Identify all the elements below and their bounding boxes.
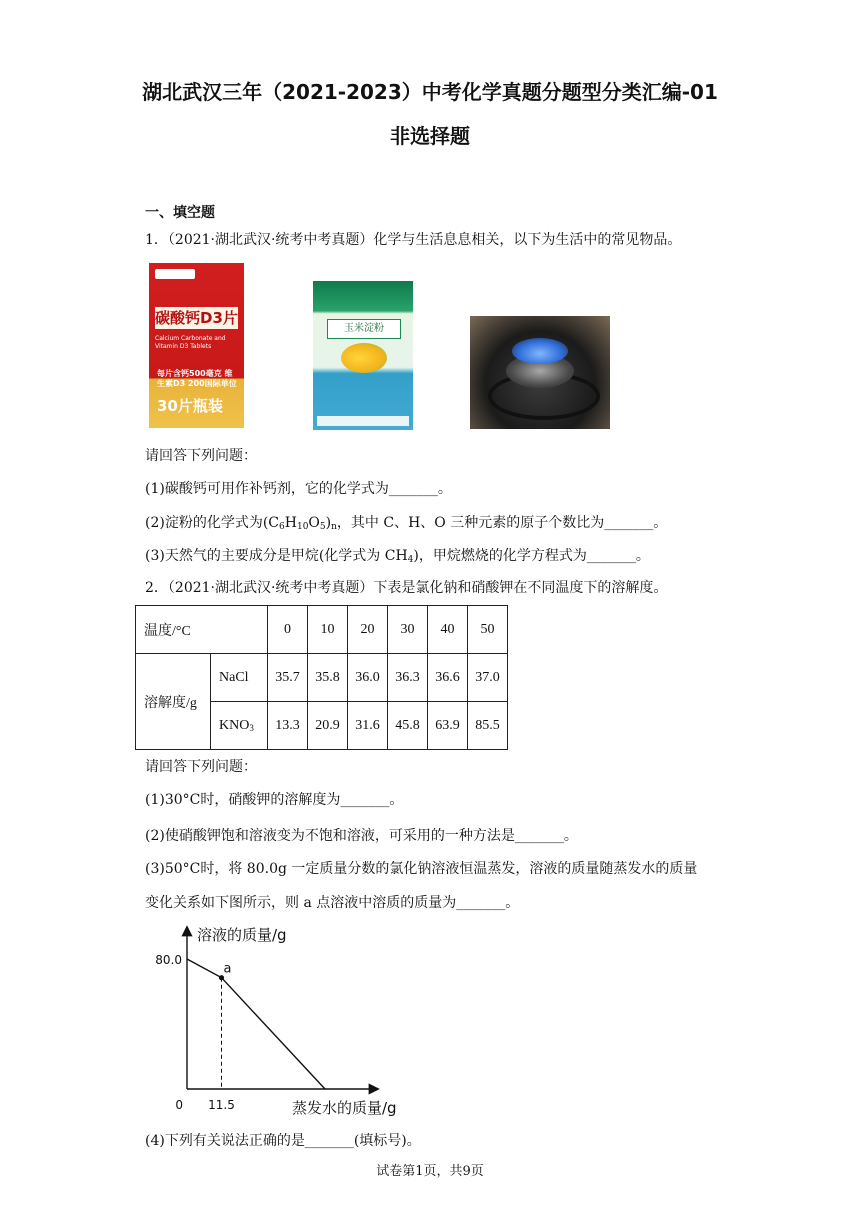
q1-part2-text: (2)淀粉的化学式为(C — [145, 515, 280, 531]
table-cell-temp-label: 温度/°C — [136, 606, 268, 654]
table-cell: 20.9 — [308, 702, 348, 750]
q1-part2 — [145, 513, 667, 537]
table-cell-kno3-label — [211, 702, 268, 750]
q1-part3-text: (3)天然气的主要成分是甲烷(化学式为 CH — [145, 548, 408, 564]
table-cell: 35.8 — [308, 654, 348, 702]
page-footer: 试卷第1页，共9页 — [376, 1164, 484, 1179]
calcium-tablet-box-image — [149, 263, 244, 428]
q1-part2-text: O — [308, 515, 320, 531]
q2-stem: 2．（2021·湖北武汉·统考中考真题）下表是氯化钠和硝酸钾在不同温度下的溶解度。 — [145, 580, 668, 596]
table-cell: 85.5 — [468, 702, 508, 750]
q1-stem: 1．（2021·湖北武汉·统考中考真题）化学与生活息息相关，以下为生活中的常见物品。 — [145, 232, 682, 248]
subscript: n — [331, 522, 337, 532]
subscript: 5 — [319, 522, 326, 532]
flame-icon — [512, 338, 568, 364]
subscript: 10 — [296, 522, 309, 532]
evaporation-chart — [150, 922, 420, 1122]
table-cell: 31.6 — [348, 702, 388, 750]
table-cell: 0 — [268, 606, 308, 654]
kno3-text: KNO — [219, 717, 250, 733]
product-count: 30片瓶装 — [157, 397, 223, 415]
table-cell: 37.0 — [468, 654, 508, 702]
table-cell: 36.3 — [388, 654, 428, 702]
table-cell: 45.8 — [388, 702, 428, 750]
corn-icon — [341, 343, 387, 373]
section-heading: 一、填空题 — [145, 205, 215, 221]
q2-part2: (2)使硝酸钾饱和溶液变为不饱和溶液，可采用的一种方法是_______。 — [145, 828, 578, 844]
table-cell: 40 — [428, 606, 468, 654]
x-axis-label: 蒸发水的质量/g — [292, 1099, 397, 1117]
gas-stove-image — [470, 316, 610, 429]
solubility-table — [135, 605, 508, 750]
table-cell: 13.3 — [268, 702, 308, 750]
table-cell: 36.6 — [428, 654, 468, 702]
origin-label: 0 — [175, 1098, 183, 1112]
x-tick-label: 11.5 — [208, 1098, 235, 1112]
table-cell: 35.7 — [268, 654, 308, 702]
q1-part1: (1)碳酸钙可用作补钙剂，它的化学式为_______。 — [145, 481, 452, 497]
point-label-a: a — [223, 961, 232, 977]
q1-part2-text: ，其中 C、H、O 三种元素的原子个数比为_______。 — [336, 515, 668, 531]
brand-logo — [155, 269, 195, 279]
q2-part3-line2: 变化关系如下图所示，则 a 点溶液中溶质的质量为_______。 — [145, 895, 520, 911]
y-tick-label: 80.0 — [155, 953, 182, 967]
q2-prompt: 请回答下列问题： — [145, 759, 257, 775]
bag-label: 玉米淀粉 — [327, 319, 401, 339]
table-cell: 30 — [388, 606, 428, 654]
q1-part3 — [145, 546, 650, 570]
table-cell-nacl-label: NaCl — [211, 654, 268, 702]
corn-starch-bag-image — [313, 281, 413, 430]
q1-part3-text: )，甲烷燃烧的化学方程式为_______。 — [413, 548, 650, 564]
subscript: 4 — [407, 555, 414, 565]
q1-part2-text: ) — [325, 515, 332, 531]
q1-prompt: 请回答下列问题： — [145, 448, 257, 464]
table-cell: 36.0 — [348, 654, 388, 702]
table-cell: 20 — [348, 606, 388, 654]
q2-part4: (4)下列有关说法正确的是_______(填标号)。 — [145, 1133, 421, 1149]
doc-title: 湖北武汉三年（2021-2023）中考化学真题分题型分类汇编-01 — [142, 80, 718, 104]
product-name: 碳酸钙D3片 — [155, 309, 238, 327]
table-row — [136, 654, 508, 702]
q2-part1: (1)30°C时，硝酸钾的溶解度为_______。 — [145, 792, 404, 808]
product-english-name: Calcium Carbonate and Vitamin D3 Tablets — [155, 335, 226, 350]
q1-part2-text: H — [284, 515, 297, 531]
q2-part3-line1: (3)50°C时，将 80.0g 一定质量分数的氯化钠溶液恒温蒸发，溶液的质量随蒸发水的质量 — [145, 861, 698, 877]
table-cell: 50 — [468, 606, 508, 654]
data-line — [187, 959, 325, 1089]
table-cell-sol-label: 溶解度/g — [136, 654, 211, 750]
product-dose: 每片含钙500毫克 维生素D3 200国际单位 — [157, 369, 237, 388]
y-axis-label: 溶液的质量/g — [197, 926, 287, 944]
table-cell: 63.9 — [428, 702, 468, 750]
table-cell: 10 — [308, 606, 348, 654]
bag-footer — [317, 416, 409, 426]
subscript: 6 — [279, 522, 285, 532]
subscript: 3 — [249, 722, 254, 733]
table-row — [136, 606, 508, 654]
doc-subtitle: 非选择题 — [390, 124, 470, 148]
